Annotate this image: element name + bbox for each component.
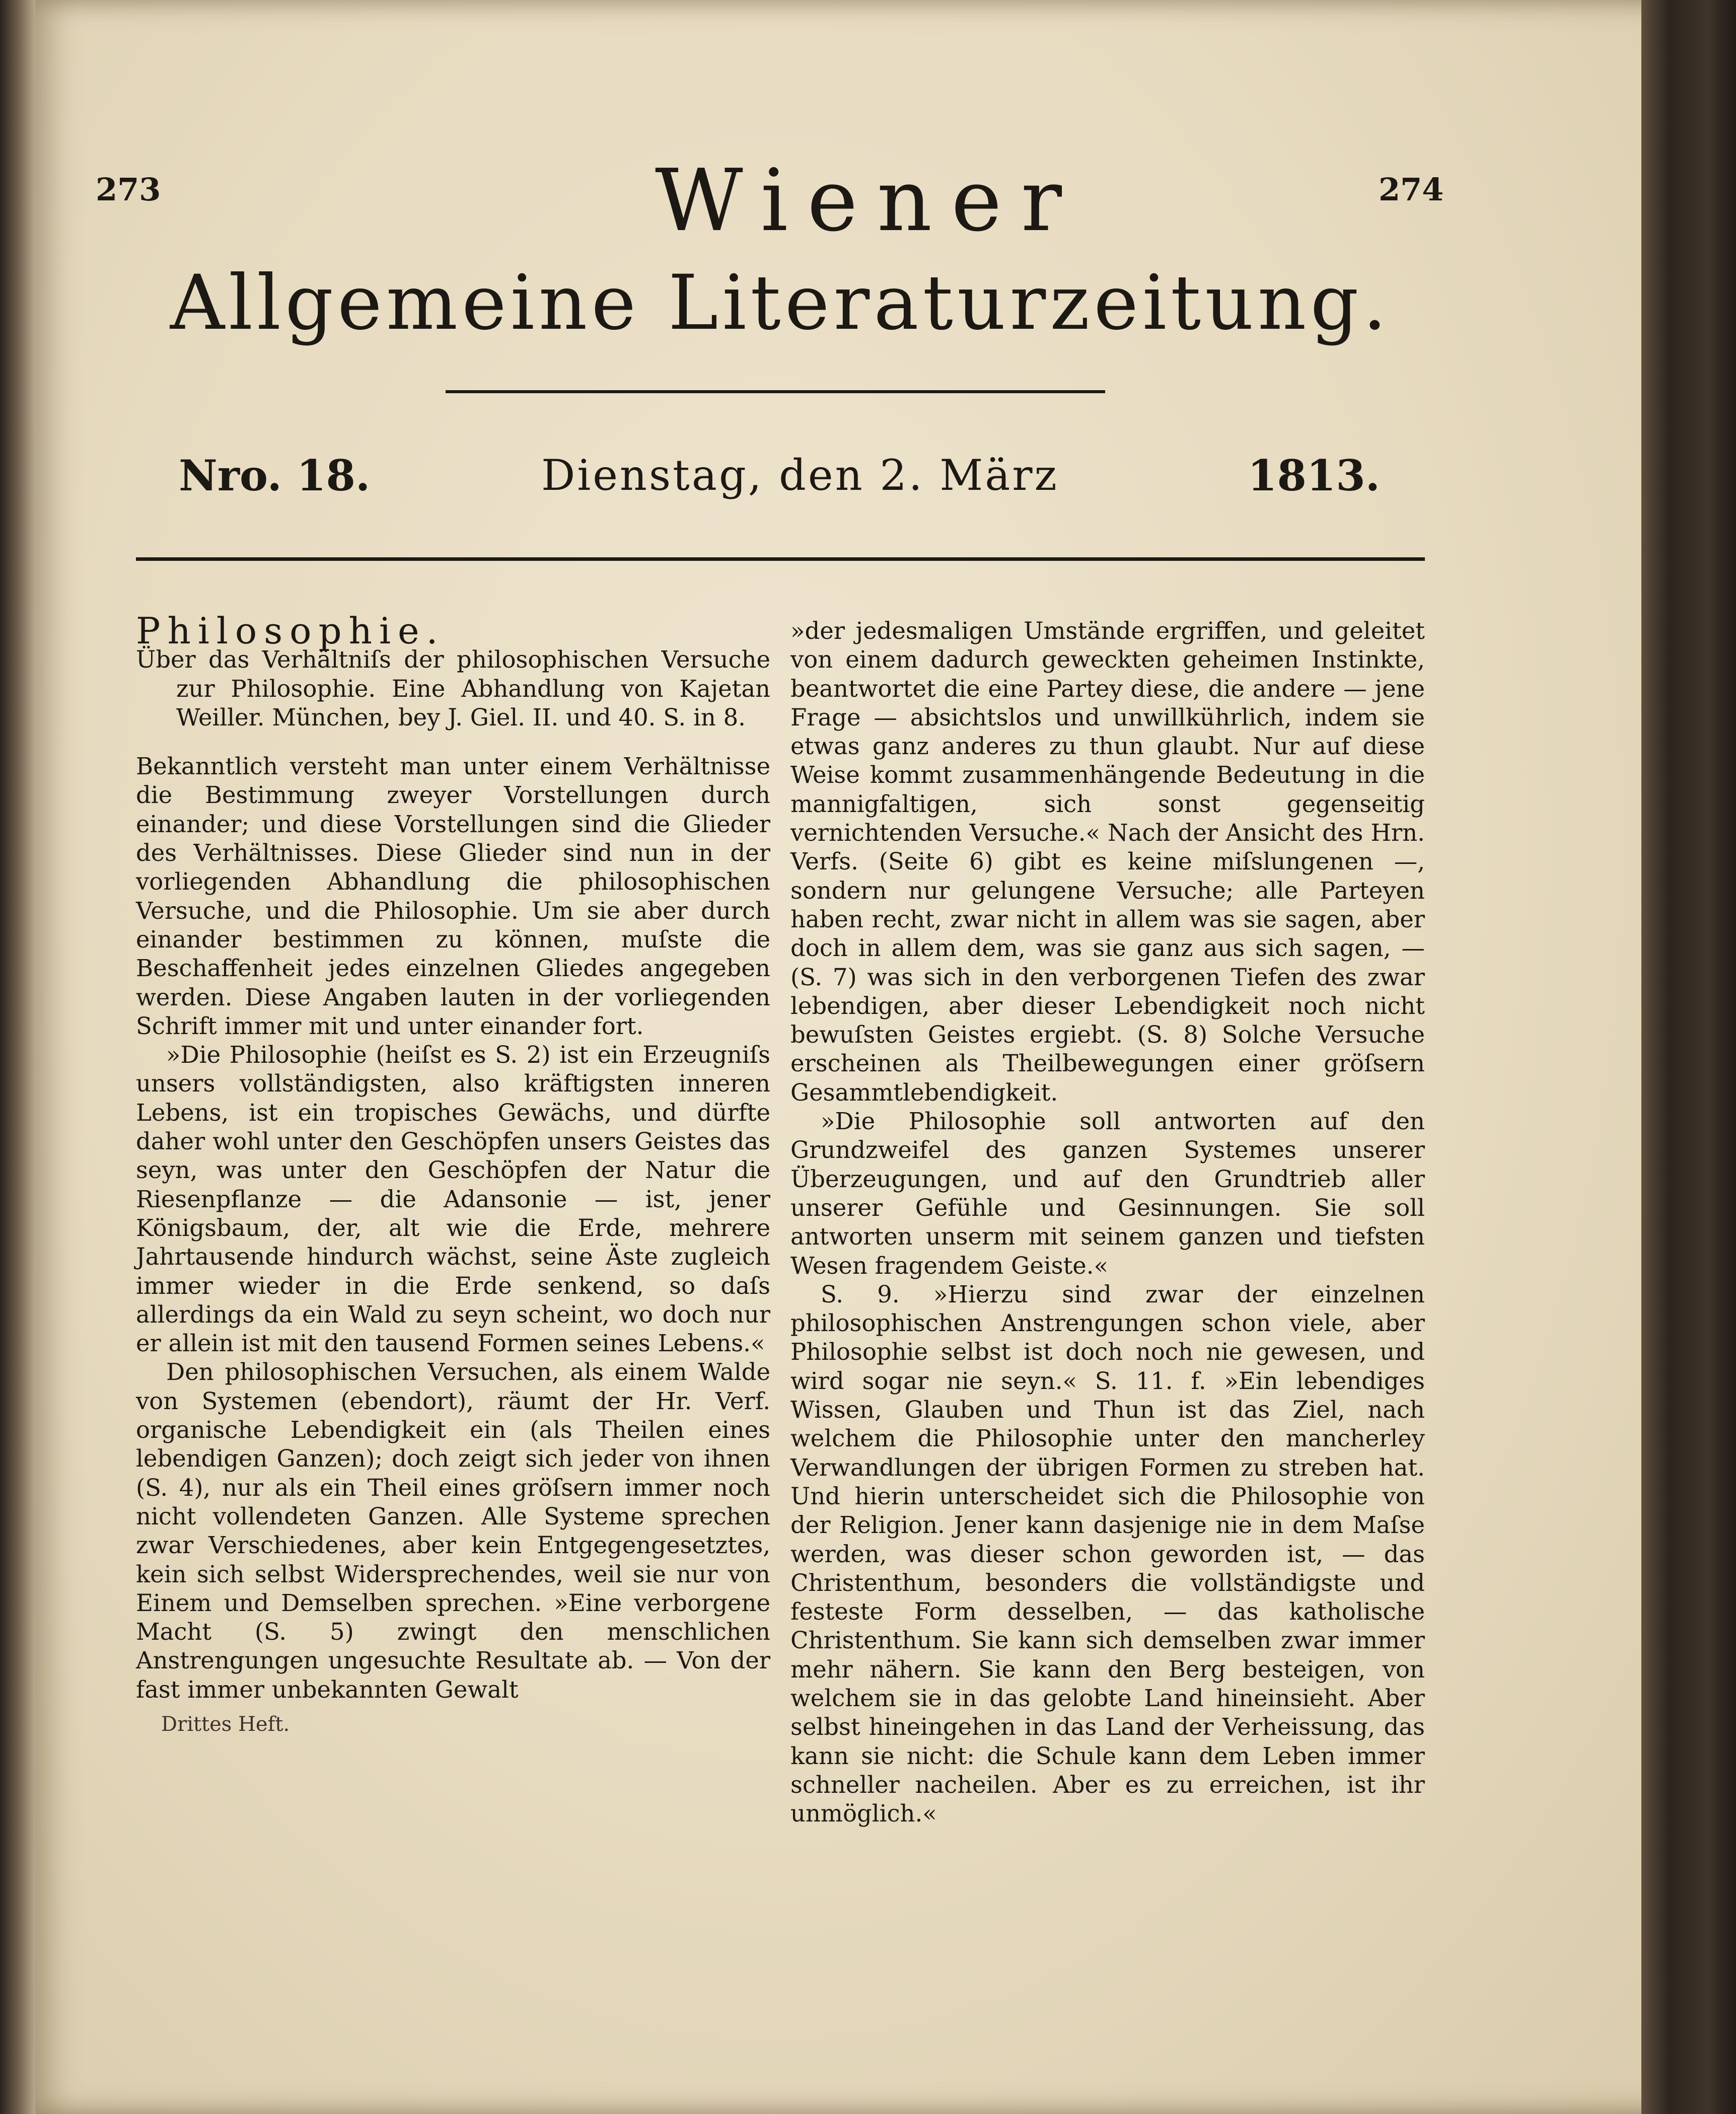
right-column xyxy=(790,617,1425,1828)
page-number-left: 273 xyxy=(96,171,161,208)
review-title: Über das Verhältniſs der philosophischen Versuche zur Philosophie. Eine Abhandlung von Kajetan Weiller. München, bey J. Giel. II. und 40. S. in 8. xyxy=(136,646,770,731)
issue-date: Dienstag, den 2. März xyxy=(541,451,1059,500)
masthead-title-line2: Allgemeine Literaturzeitung. xyxy=(170,259,1391,347)
section-heading: Philosophie. xyxy=(136,610,445,652)
page-number-right: 274 xyxy=(1379,171,1444,208)
issue-number: Nro. 18. xyxy=(179,451,371,500)
paragraph: »der jedesmaligen Umstände ergriffen, und geleitet von einem dadurch geweckten geheimen Instinkte, beantwortet die eine Partey diese, die andere — jene Frage — absichtslos und unwillkührlich, indem sie etwas ganz anderes zu thun glaubt. Nur auf diese Weise kommt zusammenhängende Bedeutung in die mannigfaltigen, sich sonst gegenseitig vernichtenden Versuche.« Nach der Ansicht des Hrn. Verfs. (Seite 6) gibt es keine miſslungenen —, sondern nur gelungene Versuche; alle Parteyen haben recht, zwar nicht in allem was sie sagen, aber doch in allem dem, was sie ganz aus sich sagen, — (S. 7) was sich in den verborgenen Tiefen des zwar lebendigen, aber dieser Lebendigkeit noch nicht bewuſsten Geistes ergiebt. (S. 8) Solche Versuche erscheinen als Theilbewegungen einer gröſsern Gesammtlebendigkeit. xyxy=(790,617,1425,1106)
paragraph: Den philosophischen Versuchen, als einem Walde von Systemen (ebendort), räumt der Hr. Verf. organische Lebendigkeit ein (als Theilen eines lebendigen Ganzen); doch zeigt sich jeder von ihnen (S. 4), nur als ein Theil eines gröſsern immer noch nicht vollendeten Ganzen. Alle Systeme sprechen zwar Verschiedenes, aber kein Entgegengesetztes, kein sich selbst Widersprechendes, weil sie nur von Einem und Demselben sprechen. »Eine verborgene Macht (S. 5) zwingt den menschlichen Anstrengungen ungesuchte Resultate ab. — Von der fast immer unbekannten Gewalt xyxy=(136,1358,770,1703)
paragraph: S. 9. »Hierzu sind zwar der einzelnen philosophischen Anstrengungen schon viele, aber Philosophie selbst ist doch noch nie gewesen, und wird sogar nie seyn.« S. 11. f. »Ein lebendiges Wissen, Glauben und Thun ist das Ziel, nach welchem die Philosophie unter den mancherley Verwandlungen der übrigen Formen zu streben hat. Und hierin unterscheidet sich die Philosophie von der Religion. Jener kann dasjenige nie in dem Maſse werden, was dieser schon geworden ist, — das Christenthum, besonders die vollständigste und festeste Form desselben, — das katholische Christenthum. Sie kann sich demselben zwar immer mehr nähern. Sie kann den Berg besteigen, von welchem sie in das gelobte Land hineinsieht. Aber selbst hineingehen in das Land der Verheissung, das kann sie nicht: die Schule kann dem Leben immer schneller nacheilen. Aber es zu erreichen, ist ihr unmöglich.« xyxy=(790,1280,1425,1828)
left-column xyxy=(136,610,770,1739)
paragraph: Bekanntlich versteht man unter einem Verhältnisse die Bestimmung zweyer Vorstellungen durch einander; und diese Vorstellungen sind die Glieder des Verhältnisses. Diese Glieder sind nun in der vorliegenden Abhandlung die philosophischen Versuche, und die Philosophie. Um sie aber durch einander bestimmen zu können, muſste die Beschaffenheit jedes einzelnen Gliedes angegeben werden. Diese Angaben lauten in der vorliegenden Schrift immer mit und unter einander fort. xyxy=(136,753,770,1040)
paragraph: »Die Philosophie (heiſst es S. 2) ist ein Erzeugniſs unsers vollständigsten, also kräftigsten inneren Lebens, ist ein tropisches Gewächs, und dürfte daher wohl unter den Geschöpfen unsers Geistes das seyn, was unter den Geschöpfen der Natur die Riesenpflanze — die Adansonie — ist, jener Königsbaum, der, alt wie die Erde, mehrere Jahrtausende hindurch wächst, seine Äste zugleich immer wieder in die Erde senkend, so daſs allerdings da ein Wald zu seyn scheint, wo doch nur er allein ist mit den tausend Formen seines Lebens.« xyxy=(136,1041,770,1357)
header-divider xyxy=(136,557,1425,561)
masthead-title-line1: Wiener xyxy=(655,151,1081,251)
masthead-divider xyxy=(446,390,1105,393)
paragraph: »Die Philosophie soll antworten auf den Grundzweifel des ganzen Systemes unserer Überzeugungen, und auf den Grundtrieb aller unserer Gefühle und Gesinnungen. Sie soll antworten unserm mit seinem ganzen und tiefsten Wesen fragendem Geiste.« xyxy=(790,1108,1425,1279)
book-spine-edge xyxy=(1641,0,1736,2114)
signature-mark: Drittes Heft. xyxy=(161,1712,290,1736)
issue-year: 1813. xyxy=(1248,451,1381,500)
